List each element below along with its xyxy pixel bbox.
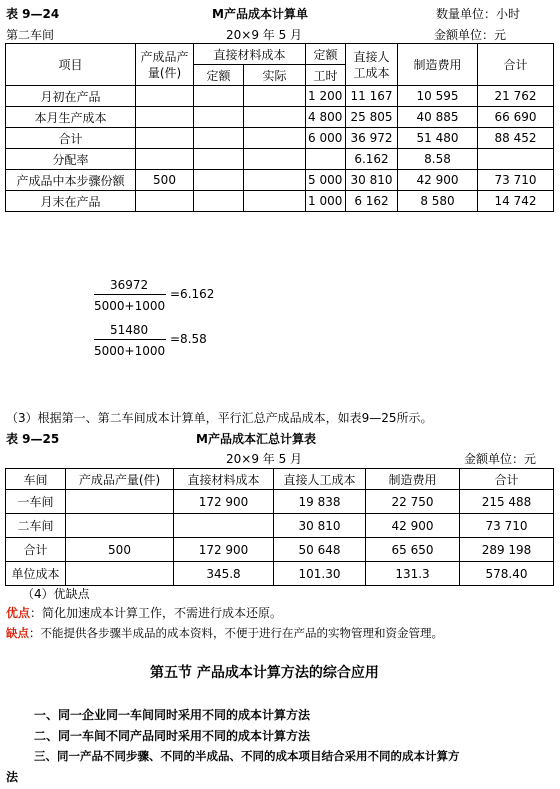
section-item-1: 一、同一企业同一车间同时采用不同的成本计算方法: [34, 708, 311, 722]
table1-date: 20×9 年 5 月: [226, 28, 303, 42]
table-row: 分配率 6.162 8.58: [6, 149, 554, 170]
table2-unit-amount: 金额单位：元: [464, 452, 537, 466]
formula2-numerator: 51480: [110, 323, 149, 337]
table1-workshop: 第二车间: [6, 28, 55, 42]
formula1-numerator: 36972: [110, 278, 149, 292]
header-material-actual: 实际: [244, 65, 306, 86]
table-row: 单位成本 345.8 101.30 131.3 578.40: [6, 562, 554, 586]
header-item: 项目: [6, 44, 136, 86]
header-material-quota: 定额: [194, 65, 244, 86]
cost-summary-table: [5, 468, 554, 586]
table2-title: M产品成本汇总计算表: [196, 432, 316, 446]
header-hours: 工时: [306, 65, 346, 86]
pros-cons-heading: （4）优缺点: [22, 587, 90, 601]
table1-label: 表 9—24: [6, 7, 60, 21]
pros-label: 优点: [6, 606, 31, 620]
pros-line: [6, 604, 282, 621]
cons-label: 缺点: [6, 626, 29, 640]
cost-calculation-table: [5, 43, 554, 212]
section-item-3: 三、同一产品不同步骤、不同的半成品、不同的成本项目结合采用不同的成本计算方: [34, 749, 460, 763]
table1-unit-qty: 数量单位：小时: [436, 7, 521, 21]
formula2-fraction-bar: [94, 339, 166, 340]
table-row: 合计 6 000 36 972 51 480 88 452: [6, 128, 554, 149]
header-overhead: 制造费用: [398, 44, 478, 86]
formula2-result: =8.58: [170, 332, 207, 346]
formula1-denominator: 5000+1000: [94, 299, 166, 313]
section-item-3-continued: 法: [6, 770, 19, 784]
header-labor: 直接人 工成本: [346, 44, 398, 86]
section-item-2: 二、同一车间不同产品同时采用不同的成本计算方法: [34, 729, 311, 743]
table1-title: M产品成本计算单: [212, 7, 308, 21]
cons-text: ：不能提供各步骤半成品的成本资料，不便于进行在产品的实物管理和资金管理。: [29, 626, 443, 640]
table-row: 产成品中本步骤份额 500 5 000 30 810 42 900 73 710: [6, 170, 554, 191]
table1-unit-amount: 金额单位：元: [434, 28, 507, 42]
paragraph-3: （3）根据第一、第二车间成本计算单，平行汇总产成品成本，如表9—25所示。: [6, 411, 433, 425]
pros-text: ：简化加速成本计算工作，不需进行成本还原。: [30, 606, 283, 620]
table-row: 月末在产品 1 000 6 162 8 580 14 742: [6, 191, 554, 212]
table-row: 月初在产品 1 200 11 167 10 595 21 762: [6, 86, 554, 107]
table-row: 合计 500 172 900 50 648 65 650 289 198: [6, 538, 554, 562]
table-row: 本月生产成本 4 800 25 805 40 885 66 690: [6, 107, 554, 128]
cons-line: [6, 625, 443, 641]
header-material: 直接材料成本: [194, 44, 306, 65]
formula2-denominator: 5000+1000: [94, 344, 166, 358]
section-title: 第五节 产品成本计算方法的综合应用: [150, 665, 379, 681]
table-header-row: 车间 产成品产量(件) 直接材料成本 直接人工成本 制造费用 合计: [6, 469, 554, 490]
header-quota: 定额: [306, 44, 346, 65]
formula1-result: =6.162: [170, 287, 215, 301]
table2-date: 20×9 年 5 月: [226, 452, 303, 466]
table2-label: 表 9—25: [6, 432, 60, 446]
header-total: 合计: [478, 44, 554, 86]
header-output-qty: 产成品产 量(件): [136, 44, 194, 86]
table-row: 二车间 30 810 42 900 73 710: [6, 514, 554, 538]
table-row: 一车间 172 900 19 838 22 750 215 488: [6, 490, 554, 514]
formula1-fraction-bar: [94, 294, 166, 295]
